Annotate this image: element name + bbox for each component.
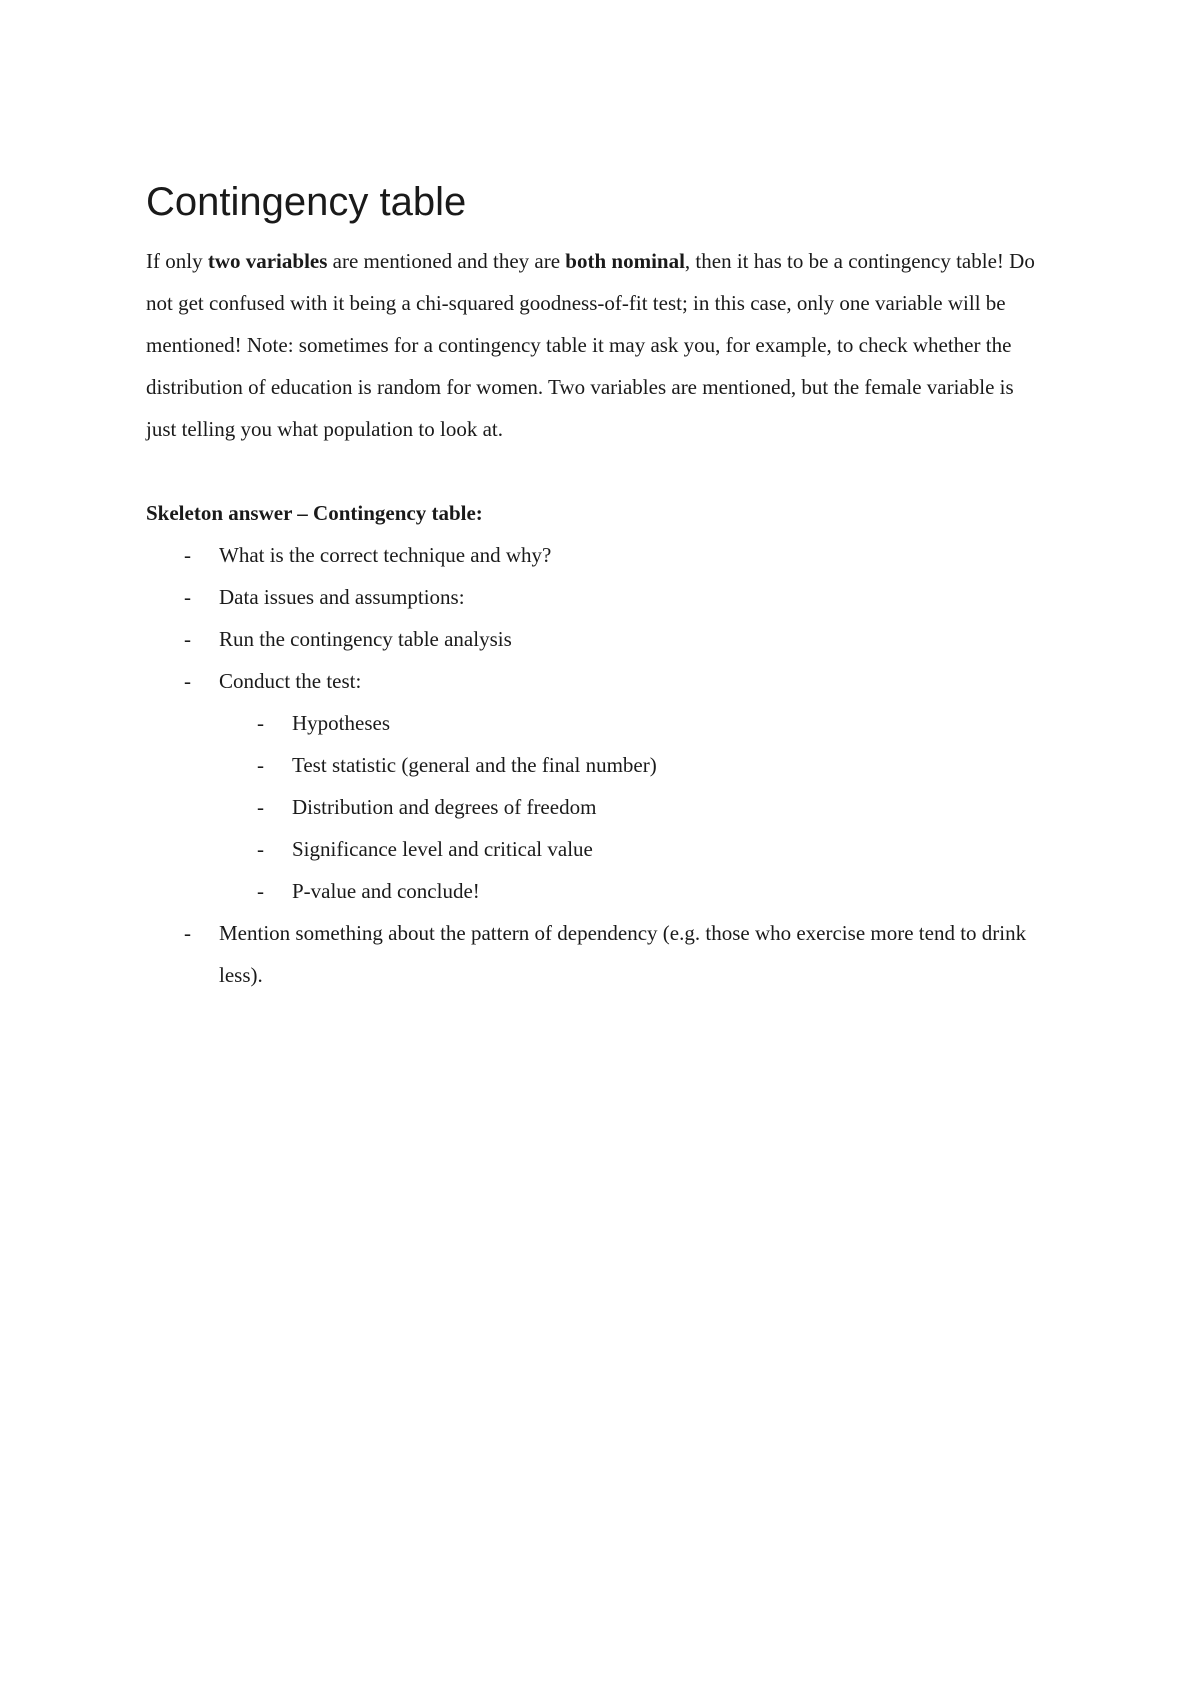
list-item-text: Data issues and assumptions: [219, 585, 465, 609]
page-title: Contingency table [146, 180, 467, 224]
list-item-text: What is the correct technique and why? [219, 543, 552, 567]
sub-list-item [219, 870, 1046, 912]
sub-list-item-text: Hypotheses [292, 711, 390, 735]
list-item [146, 912, 1046, 996]
dash-bullet: - [184, 543, 191, 567]
list-item [146, 660, 1046, 912]
dash-bullet: - [184, 585, 191, 609]
sub-list-item-text: P-value and conclude! [292, 879, 480, 903]
skeleton-list [146, 534, 1046, 996]
list-item-text: Mention something about the pattern of dependency (e.g. those who exercise more tend to drink less). [219, 921, 1027, 987]
list-item [146, 618, 1046, 660]
list-item-text: Run the contingency table analysis [219, 627, 512, 651]
dash-bullet: - [257, 753, 264, 777]
dash-bullet: - [184, 669, 191, 693]
dash-bullet: - [257, 795, 264, 819]
sub-list-item [219, 828, 1046, 870]
list-item [146, 534, 1046, 576]
list-item [146, 576, 1046, 618]
sub-list-item [219, 786, 1046, 828]
intro-paragraph [146, 240, 1046, 450]
skeleton-heading: Skeleton answer – Contingency table: [146, 501, 483, 525]
intro-bold-two-variables: two variables [207, 249, 328, 273]
intro-text-3: , then it has to be a contingency table! Do not get confused with it being a chi-squared goodness-of-fit test; in this case, only one variable will be mentioned! Note: sometimes for a contingency table it may ask you, for example, to check whether the distribution of education is random for women. Two variables are mentioned, but the female variable is just telling you what population to look at. [146, 249, 1035, 441]
sub-list-item [219, 702, 1046, 744]
intro-text-2: are mentioned and they are [327, 249, 566, 273]
intro-bold-both-nominal: both nominal [565, 249, 685, 273]
sub-list-item [219, 744, 1046, 786]
dash-bullet: - [184, 627, 191, 651]
intro-text-1: If only [146, 249, 208, 273]
dash-bullet: - [257, 879, 264, 903]
sub-list [219, 702, 1046, 912]
dash-bullet: - [257, 837, 264, 861]
dash-bullet: - [257, 711, 264, 735]
sub-list-item-text: Test statistic (general and the final number) [292, 753, 657, 777]
sub-list-item-text: Significance level and critical value [292, 837, 593, 861]
dash-bullet: - [184, 921, 191, 945]
list-item-text: Conduct the test: [219, 669, 362, 693]
sub-list-item-text: Distribution and degrees of freedom [292, 795, 597, 819]
document-page [146, 178, 1046, 996]
